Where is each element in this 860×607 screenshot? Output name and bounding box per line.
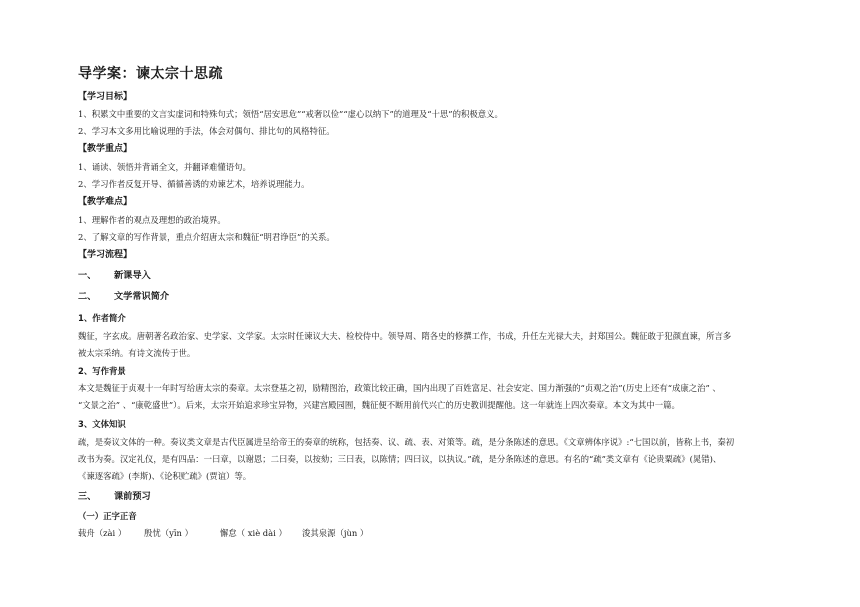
step-2-label: 文学常识简介	[114, 291, 170, 302]
goals-heading: 【学习目标】	[78, 92, 133, 102]
step-2	[78, 291, 169, 302]
background-line-1: 本文是魏征于贞观十一年时写给唐太宗的奏章。太宗登基之初，励精图治，政策比较正确，国内出现了百姓富足、社会安定、国力渐强的“贞观之治”(历史上还有“成康之治” 、	[78, 383, 721, 393]
pronunciation-row	[78, 528, 368, 539]
document-page	[78, 0, 803, 607]
step-1-number: 一、	[78, 270, 97, 281]
step-2-number: 二、	[78, 291, 97, 302]
genre-heading: 3、文体知识	[78, 419, 126, 429]
focus-heading: 【教学重点】	[78, 144, 133, 154]
step-3-label: 课前预习	[114, 491, 151, 502]
step-3	[78, 491, 151, 502]
step-3-number: 三、	[78, 491, 97, 502]
genre-line-3: 《谏逐客疏》(李斯)、《论积贮疏》(贾谊）等。	[78, 471, 252, 481]
background-heading: 2、写作背景	[78, 366, 126, 376]
focus-item-1: 1、诵读、领悟并背诵全文，并翻译难懂语句。	[78, 162, 251, 172]
author-line-1: 魏征，字玄成。唐朝著名政治家、史学家、文学家。太宗时任谏议大夫、检校侍中。领导周、隋各史的修撰工作，书成，升任左光禄大夫，封郑国公。魏征敢于犯颜直谏，所言多	[78, 331, 732, 341]
difficulty-item-1: 1、理解作者的观点及理想的政治境界。	[78, 215, 226, 225]
pronunciation-item: 懈怠（ xiè dài ）	[220, 528, 287, 538]
process-heading: 【学习流程】	[78, 250, 133, 260]
step-1-label: 新课导入	[114, 270, 151, 281]
pronunciation-heading: （一）正字正音	[78, 511, 137, 521]
goals-item-1: 1、积累文中重要的文言实虚词和特殊句式；领悟“居安思危”“戒奢以俭”“虚心以纳下”的道理及“十思”的积极意义。	[78, 109, 503, 119]
pronunciation-item: 载舟（zài ）	[78, 528, 127, 538]
genre-line-1: 疏，是奏议文体的一种。奏议类文章是古代臣属进呈给帝王的奏章的统称，包括奏、议、疏、表、对策等。疏，是分条陈述的意思。《文章辨体序说》:“七国以前，皆称上书，秦初	[78, 437, 735, 447]
background-line-2: “文景之治” 、“康乾盛世”）。后来，太宗开始追求珍宝异物，兴建宫殿园囿，魏征便不断用前代兴亡的历史教训提醒他。这一年就连上四次奏章。本文为其中一篇。	[78, 400, 680, 410]
difficulty-item-2: 2、了解文章的写作背景，重点介绍唐太宗和魏征“明君诤臣”的关系。	[78, 232, 335, 242]
goals-item-2: 2、学习本文多用比喻说理的手法，体会对偶句、排比句的风格特征。	[78, 126, 335, 136]
author-heading: 1、作者简介	[78, 313, 126, 323]
page-title: 导学案：谏太宗十思疏	[78, 66, 223, 82]
pronunciation-item: 殷忧（yīn ）	[144, 528, 193, 538]
step-1	[78, 270, 151, 281]
pronunciation-item: 浚其泉源（jùn ）	[302, 528, 369, 538]
focus-item-2: 2、学习作者反复开导、循循善诱的劝谏艺术，培养说理能力。	[78, 179, 310, 189]
author-line-2: 被太宗采纳。有诗文流传于世。	[78, 348, 196, 358]
difficulty-heading: 【教学难点】	[78, 197, 133, 207]
genre-line-2: 改书为奏。汉定礼仪，是有四品：一曰章，以谢恩；二曰奏，以按劾；三曰表，以陈情；四曰议，以执议。”疏，是分条陈述的意思。有名的“疏”类文章有《论贵粟疏》(晁错)、	[78, 454, 722, 464]
